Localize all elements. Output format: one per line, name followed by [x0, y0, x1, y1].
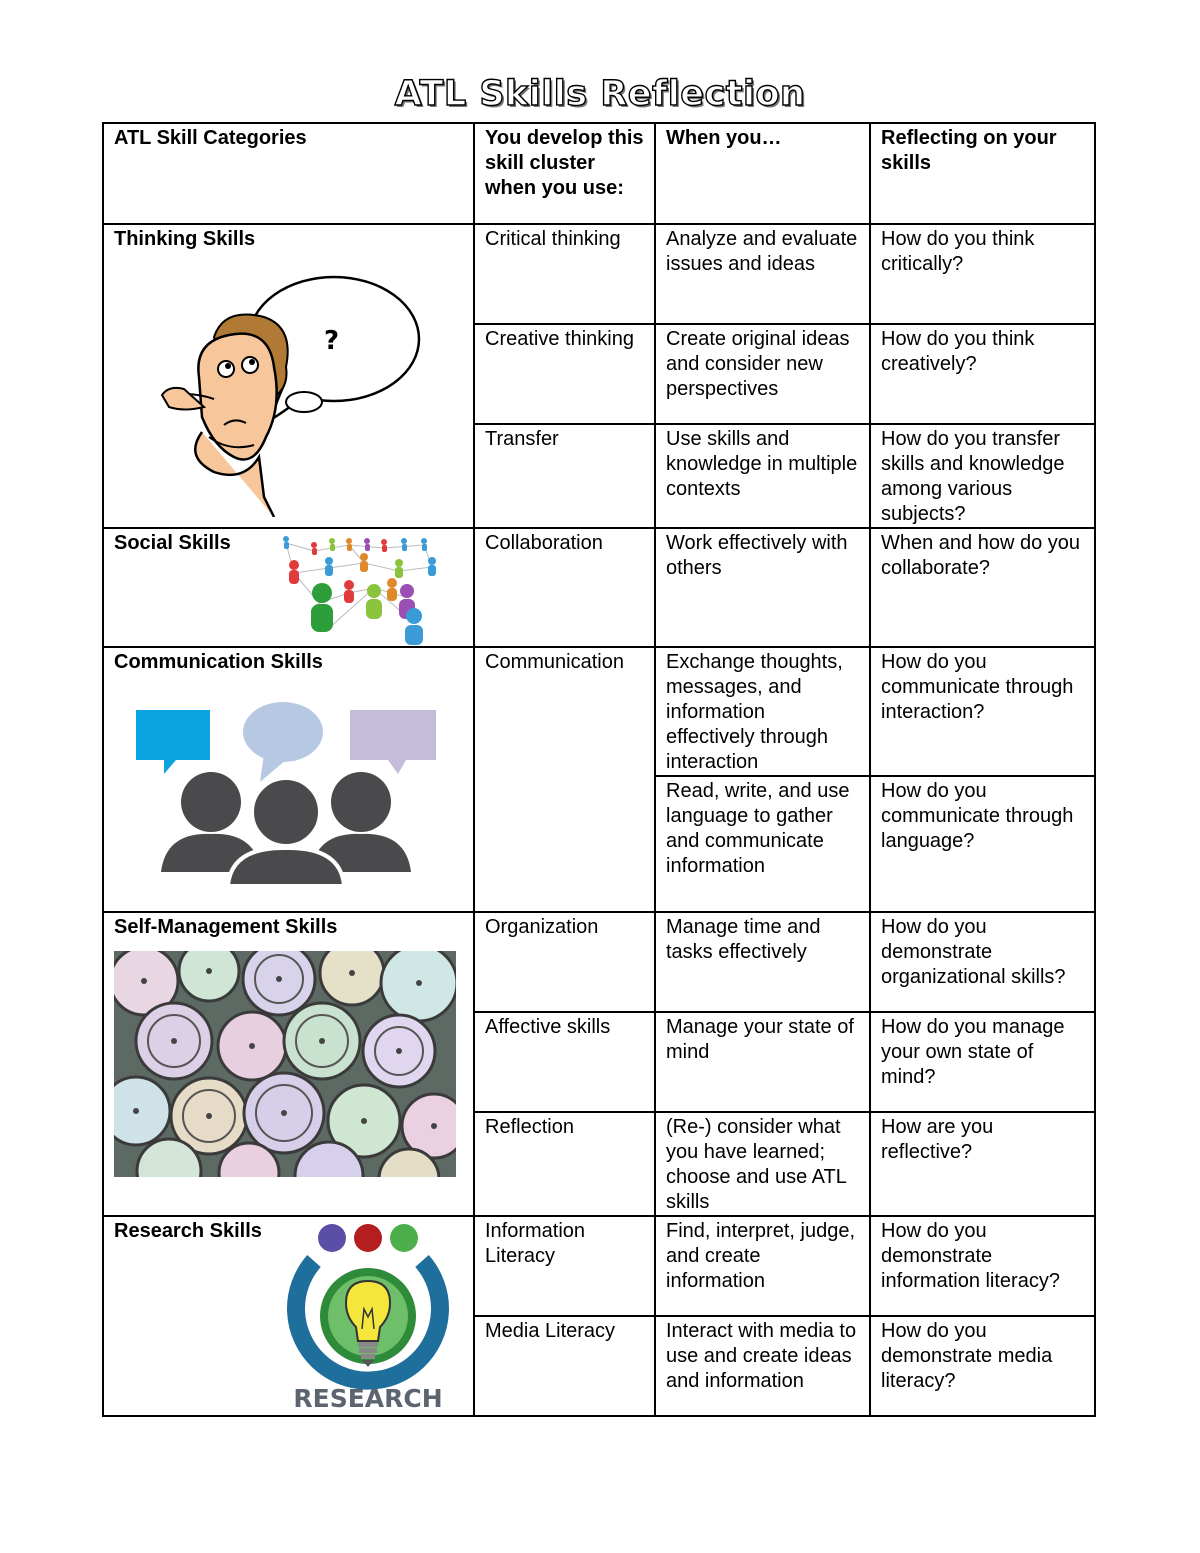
table-row — [103, 1216, 1095, 1316]
when-cell: Find, interpret, judge, and create information — [655, 1216, 870, 1316]
category-communication — [103, 647, 474, 912]
skill-cell: Creative thinking — [474, 324, 655, 424]
table-row — [103, 647, 1095, 776]
when-cell: Manage your state of mind — [655, 1012, 870, 1112]
when-cell: Create original ideas and consider new perspectives — [655, 324, 870, 424]
clocks-collage-image — [114, 951, 456, 1177]
reflect-cell: How do you communicate through language? — [870, 776, 1095, 912]
skill-cell: Communication — [474, 647, 655, 912]
skill-cell: Transfer — [474, 424, 655, 528]
reflect-cell: How do you think creatively? — [870, 324, 1095, 424]
reflect-cell: How do you demonstrate media literacy? — [870, 1316, 1095, 1416]
category-label: Social Skills — [114, 532, 231, 554]
people-network-image — [274, 533, 444, 645]
reflect-cell: How do you think critically? — [870, 224, 1095, 324]
category-label: Communication Skills — [114, 651, 323, 673]
category-label: Research Skills — [114, 1220, 262, 1242]
when-cell: Manage time and tasks effectively — [655, 912, 870, 1012]
when-cell: Interact with media to use and create ideas and information — [655, 1316, 870, 1416]
question-mark: ? — [324, 326, 340, 356]
reflect-cell: How do you demonstrate information literacy? — [870, 1216, 1095, 1316]
reflect-cell: How do you communicate through interaction? — [870, 647, 1095, 776]
category-research — [103, 1216, 474, 1416]
when-cell: Work effectively with others — [655, 528, 870, 647]
header-category: ATL Skill Categories — [103, 123, 474, 224]
skill-cell: Organization — [474, 912, 655, 1012]
thinking-person-image — [154, 267, 424, 517]
when-cell: Analyze and evaluate issues and ideas — [655, 224, 870, 324]
reflect-cell: How do you transfer skills and knowledge among various subjects? — [870, 424, 1095, 528]
research-logo-image — [284, 1221, 454, 1413]
atl-skills-table — [102, 122, 1096, 1417]
reflect-cell: When and how do you collaborate? — [870, 528, 1095, 647]
page-title: ATL Skills Reflection — [394, 74, 806, 114]
header-reflect: Reflecting on your skills — [870, 123, 1095, 224]
skill-cell: Media Literacy — [474, 1316, 655, 1416]
when-cell: Use skills and knowledge in multiple contexts — [655, 424, 870, 528]
category-self-management — [103, 912, 474, 1216]
skill-cell: Affective skills — [474, 1012, 655, 1112]
when-cell: (Re-) consider what you have learned; choose and use ATL skills — [655, 1112, 870, 1216]
when-cell: Exchange thoughts, messages, and information effectively through interaction — [655, 647, 870, 776]
category-label: Thinking Skills — [114, 228, 256, 250]
reflect-cell: How do you demonstrate organizational skills? — [870, 912, 1095, 1012]
header-when: When you… — [655, 123, 870, 224]
header-row — [103, 123, 1095, 224]
skill-cell: Information Literacy — [474, 1216, 655, 1316]
header-develop: You develop this skill cluster when you use: — [474, 123, 655, 224]
when-cell: Read, write, and use language to gather and communicate information — [655, 776, 870, 912]
category-social — [103, 528, 474, 647]
table-row — [103, 528, 1095, 647]
research-logo-text: RESEARCH — [293, 1384, 443, 1413]
skill-cell: Reflection — [474, 1112, 655, 1216]
category-label: Self-Management Skills — [114, 916, 338, 938]
skill-cell: Collaboration — [474, 528, 655, 647]
table-row — [103, 912, 1095, 1012]
skill-cell: Critical thinking — [474, 224, 655, 324]
table-row — [103, 224, 1095, 324]
reflect-cell: How are you reflective? — [870, 1112, 1095, 1216]
category-thinking — [103, 224, 474, 528]
reflect-cell: How do you manage your own state of mind? — [870, 1012, 1095, 1112]
speech-people-image — [136, 702, 440, 886]
